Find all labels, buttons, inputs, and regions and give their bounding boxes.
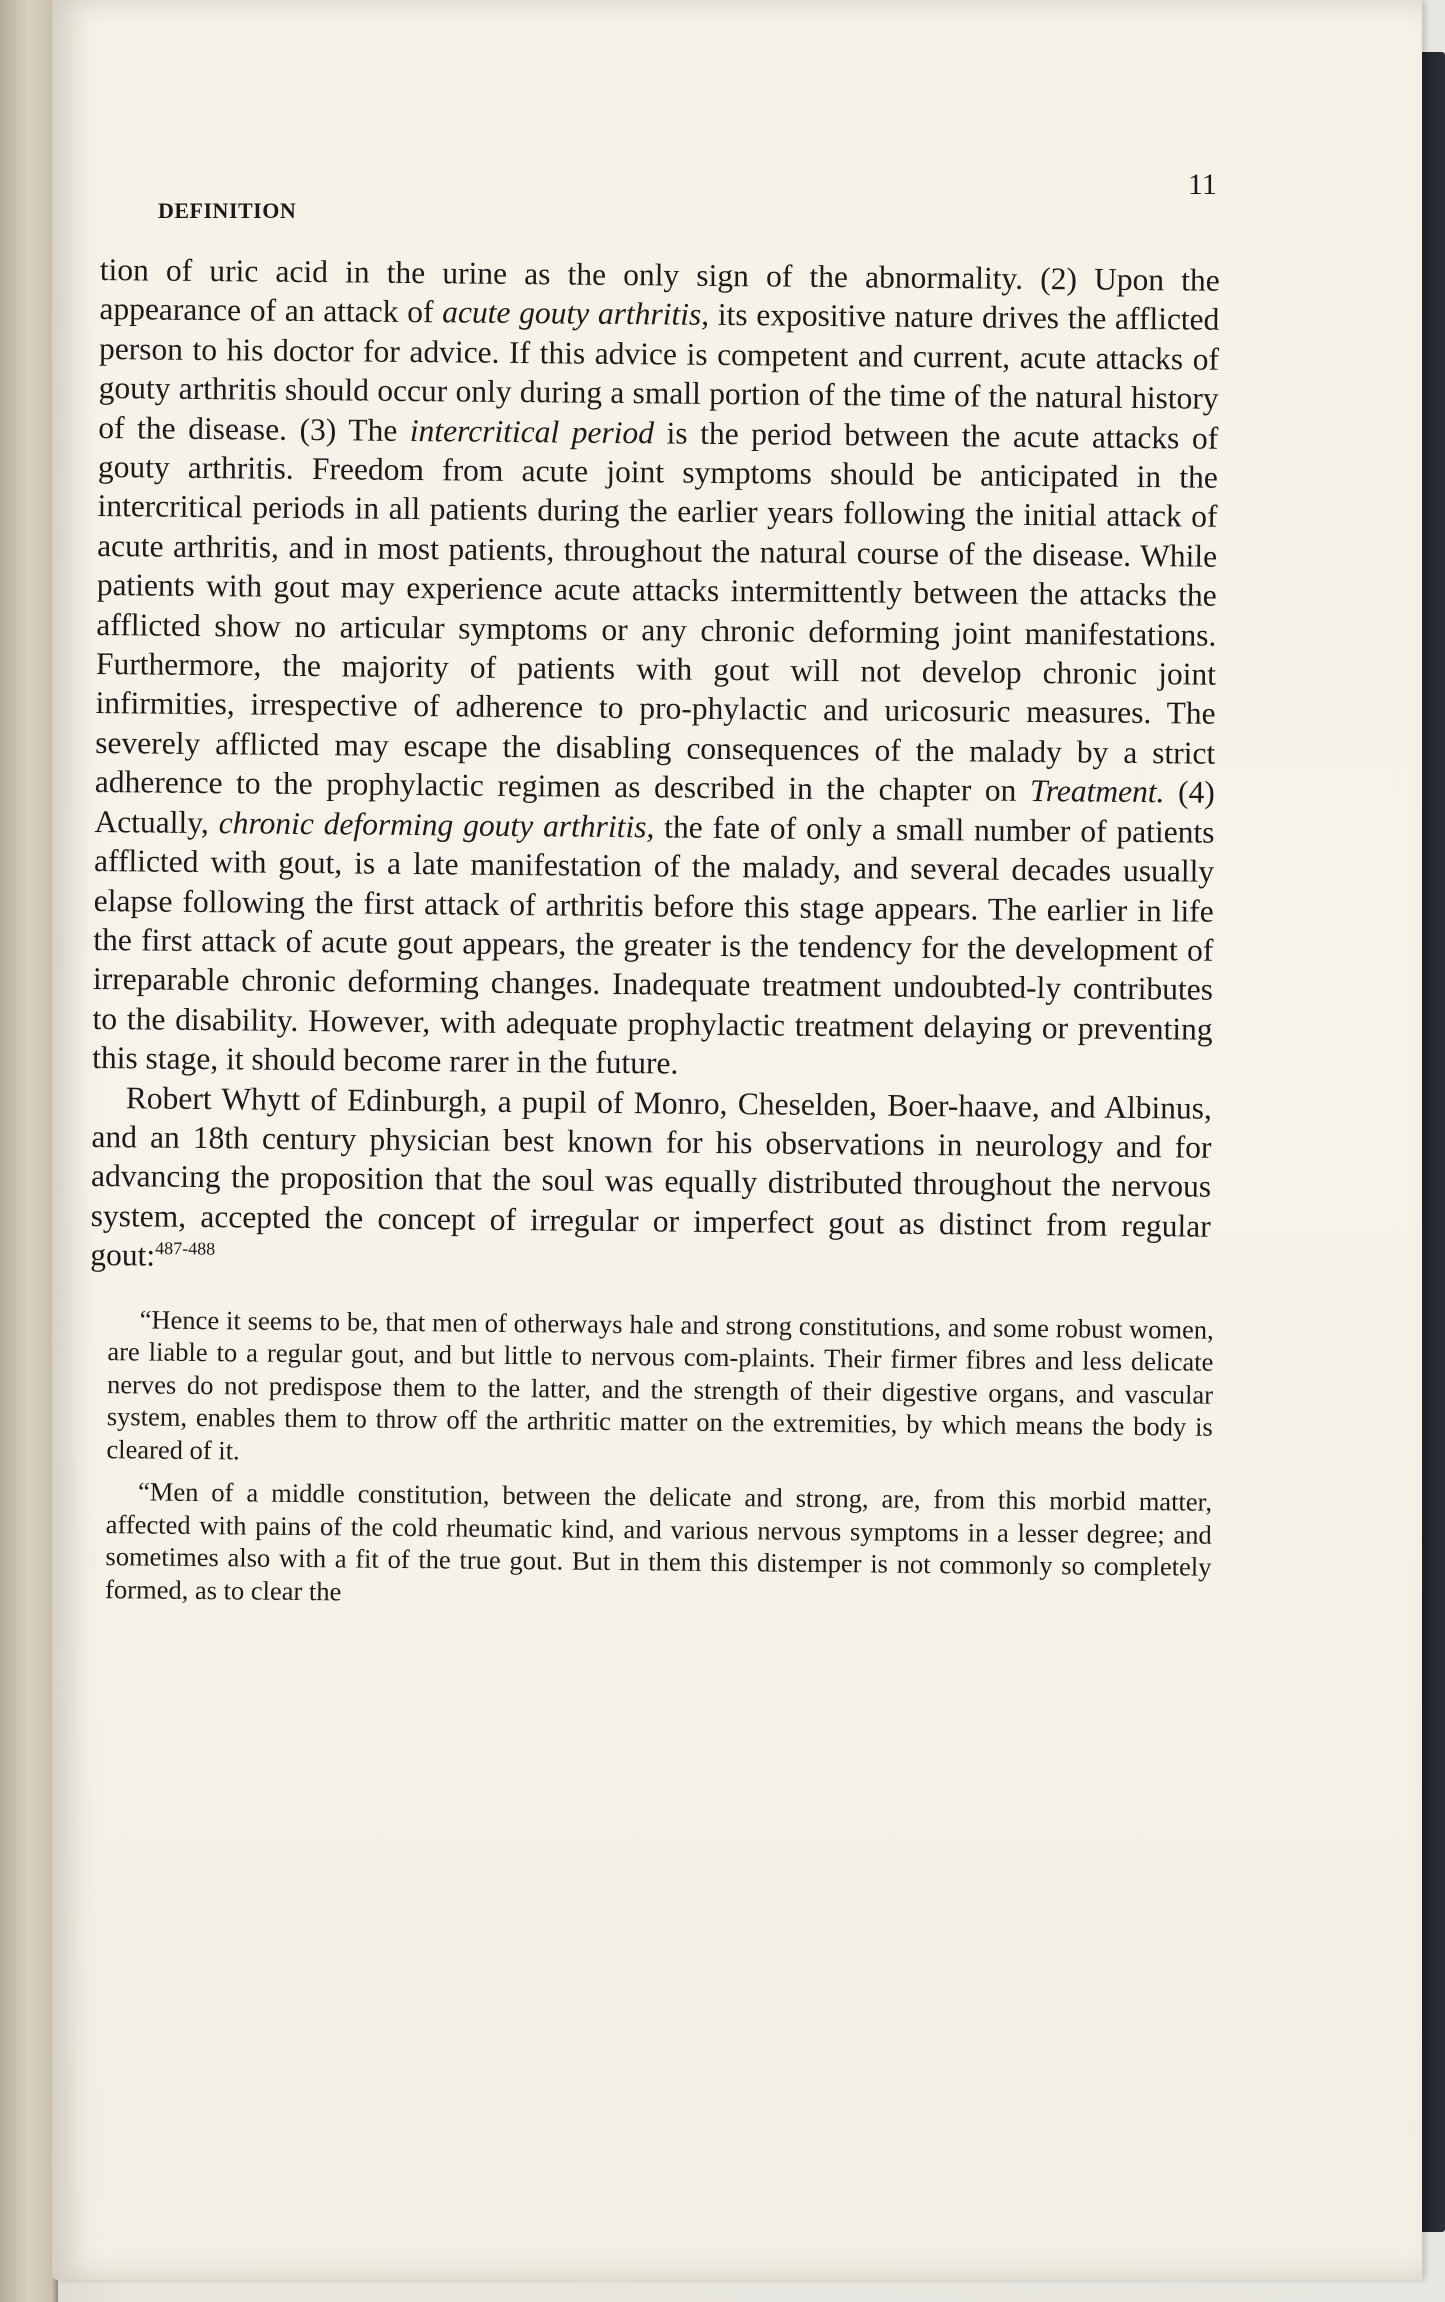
italic-term: acute gouty arthritis, <box>442 294 710 333</box>
text-run: Robert Whytt of Edinburgh, a pupil of Monro, Cheselden, Boer-haave, and Albinus, and an 18th century physician best known for his observations in neurology and for advancing the proposition that the soul was equally distributed throughout the nervous system, accepted the concept of irregular or imperfect gout as distinct from regular gout: <box>90 1079 1212 1273</box>
text-run: is the period between the acute attacks of gouty arthritis. Freedom from acute joint symptoms should be anticipated in the intercritical periods in all patients during the earlier years following the initial attack of acute arthritis, and in most patients, throughout the natural course of the disease. While patients with gout may experience acute attacks intermittently between the attacks the afflicted show no articular symptoms or any chronic deforming joint manifestations. Furthermore, the majority of patients with gout will not develop chronic joint infirmities, irrespective of adherence to pro-phylactic and uricosuric measures. The severely afflicted may escape the disabling consequences of the malady by a strict adherence to the prophylactic regimen as described in the chapter on <box>94 414 1219 809</box>
italic-term: Treatment. <box>1029 773 1165 810</box>
text-run: (4) Actually, <box>94 774 1216 840</box>
page-text-block <box>87 250 1220 1616</box>
previous-page-edge <box>0 0 58 2302</box>
italic-term: intercritical period <box>409 412 655 450</box>
text-run: tion of uric acid in the urine as the only sign of the abnormality. (2) Upon the appearance of an attack of <box>99 251 1220 330</box>
body-paragraph-2 <box>90 1077 1212 1285</box>
italic-term: chronic deforming gouty arthritis, <box>218 804 655 845</box>
text-run: the fate of only a small number of patients afflicted with gout, is a late manifestation of the malady, and several decades usually elapse following the first attack of arthritis before this stage appears. The earlier in life the first attack of acute gout appears, the greater is the tendency for the development of irreparable chronic deforming changes. Inadequate treatment undoubted-ly contributes to the disability. However, with adequate prophylactic treatment delaying or preventing this stage, it should become rarer in the future. <box>92 809 1215 1081</box>
text-run: its expositive nature drives the afflicted person to his doctor for advice. If this advice is competent and current, acute attacks of gouty arthritis should occur only during a small portion of the time of the natural history of the disease. (3) The <box>98 297 1220 448</box>
quote-paragraph-2: “Men of a middle constitution, between the delicate and strong, are, from this morbid matter, affected with pains of the cold rheumatic kind, and various nervous symptoms in a lesser degree; and sometimes also with a fit of the true gout. But in them this distemper is not commonly so completely formed, as to clear the <box>105 1476 1213 1606</box>
page-number: 11 <box>1188 168 1217 201</box>
block-quote <box>105 1303 1214 1616</box>
quote-paragraph-1: “Hence it seems to be, that men of otherways hale and strong constitutions, and some robust women, are liable to a regular gout, and but little to nervous com-plaints. Their firmer fibres and less delicate nerves do not predispose them to the latter, and the strength of their digestive organs, and vascular system, enables them to throw off the arthritic matter on the extremities, by which means the body is cleared of it. <box>106 1303 1214 1465</box>
body-paragraph-1 <box>92 250 1220 1088</box>
running-head: DEFINITION <box>158 198 297 223</box>
reference-superscript: 487-488 <box>155 1238 216 1259</box>
